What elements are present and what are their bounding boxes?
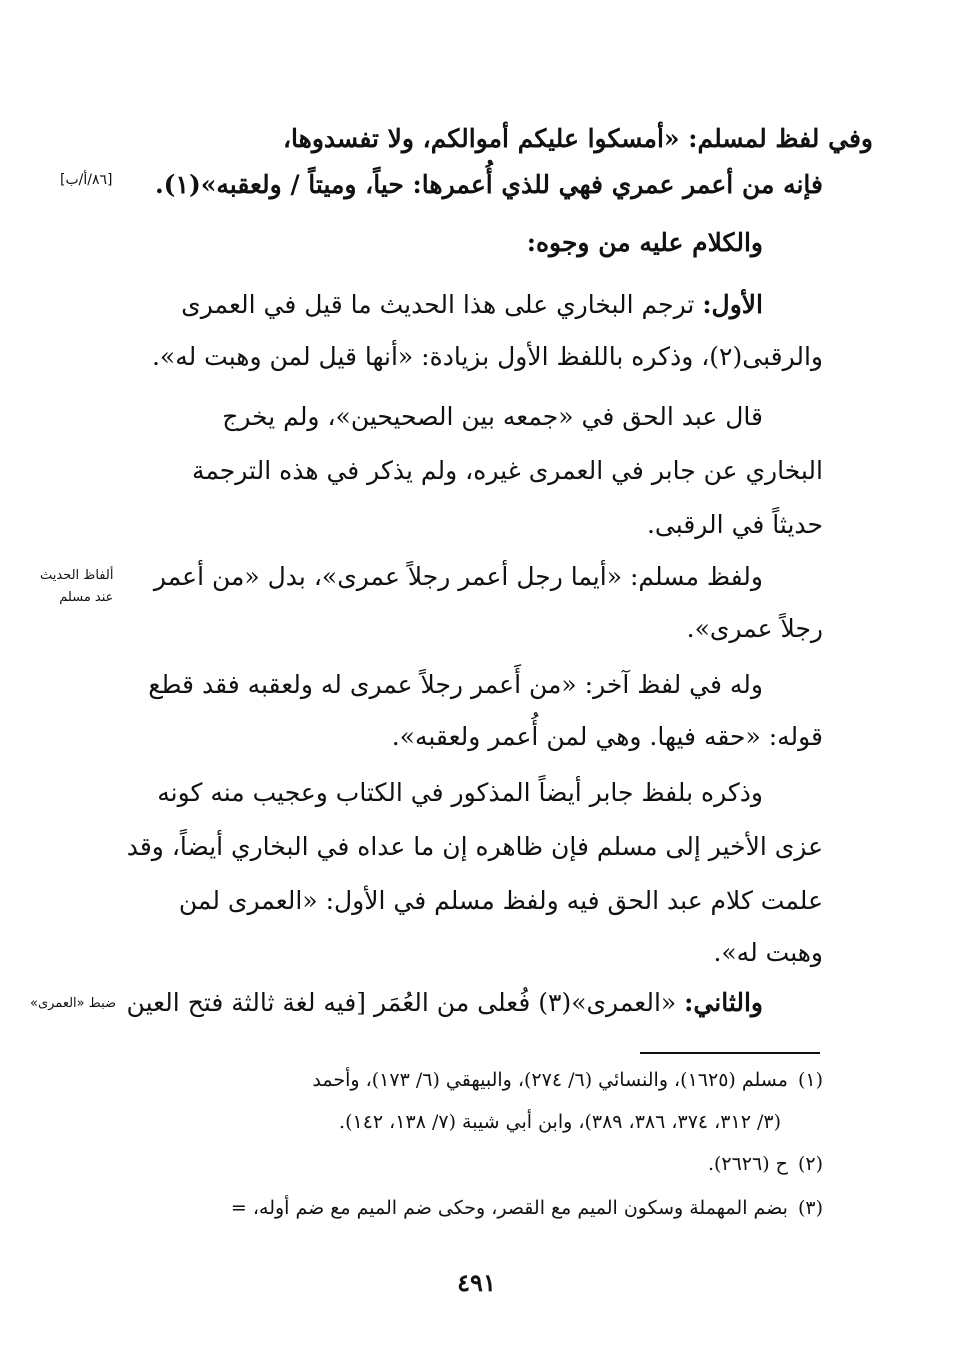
text-line: حديثاً في الرقبى. — [646, 510, 823, 539]
text-span: «العمرى»(٣) فُعلى من العُمَر [فيه لغة ثالثة فتح العين — [126, 988, 685, 1017]
text-line: وهبت له». — [713, 938, 823, 967]
margin-note-alfaz — [40, 568, 113, 606]
text-line: قوله: «حقه فيها. وهي لمن أُعمر ولعقبه». — [391, 722, 823, 751]
footnote-number: (٢) — [797, 1153, 823, 1175]
text-span: ترجم البخاري على هذا الحديث ما قيل في العمرى — [181, 290, 703, 319]
paragraph-2 — [263, 228, 763, 264]
paragraph-3 — [123, 290, 823, 380]
section-lead: والثاني: — [684, 988, 763, 1017]
text-line: وذكره بلفظ جابر أيضاً المذكور في الكتاب وعجيب منه كونه — [157, 778, 763, 807]
margin-note-line: ألفاظ الحديث — [40, 568, 114, 583]
text-line: قال عبد الحق في «جمعه بين الصحيحين»، ولم يخرج — [222, 402, 763, 431]
margin-note-dabt: ضبط «العمرى» — [30, 996, 117, 1011]
paragraph-4 — [123, 402, 823, 542]
text-line — [127, 988, 763, 1018]
text-line — [181, 290, 763, 320]
text-line: ولفظ مسلم: «أيما رجل أعمر رجلاً عمرى»، بدل «من أعمر — [153, 562, 763, 591]
text-line: فإنه من أعمر عمري فهي للذي أُعمرها: حياً، وميتاً / ولعقبه»(١). — [154, 170, 823, 199]
footnote-2 — [708, 1152, 823, 1176]
footnote-text: مسلم (١٦٢٥)، والنسائي (٦/ ٢٧٤)، والبيهقي (٦/ ١٧٣)، وأحمد — [312, 1069, 788, 1091]
paragraph-8 — [123, 988, 763, 1024]
footnote-3 — [231, 1196, 823, 1220]
margin-note-line: عند مسلم — [59, 590, 114, 605]
text-line: رجلاً عمرى». — [686, 614, 823, 643]
text-line: علمت كلام عبد الحق فيه ولفظ مسلم في الأول: «العمرى لمن — [178, 886, 823, 915]
footnote-text: ح (٢٦٢٦). — [707, 1153, 788, 1175]
paragraph-1 — [123, 124, 873, 204]
text-line: وله في لفظ آخر: «من أَعمر رجلاً عمرى له ولعقبه فقد قطع — [148, 670, 763, 699]
text-line: البخاري عن جابر في العمرى غيره، ولم يذكر في هذه الترجمة — [191, 456, 823, 485]
footnote-text: بضم المهملة وسكون الميم مع القصر، وحكى ضم الميم مع ضم أوله، = — [230, 1197, 788, 1219]
footnote-1 — [312, 1068, 823, 1092]
text-line: وفي لفظ لمسلم: «أمسكوا عليكم أموالكم، ولا تفسدوها، — [282, 124, 873, 153]
footnote-number: (٣) — [797, 1197, 823, 1219]
text-line: عزى الأخير إلى مسلم فإن ظاهره إن ما عداه في البخاري أيضاً، وقد — [126, 832, 823, 861]
footnote-number: (١) — [797, 1069, 823, 1091]
folio-reference: [٨٦/أ/ب] — [60, 172, 113, 188]
text-line: والرقبى(٢)، وذكره باللفظ الأول بزيادة: «أنها قيل لمن وهبت له». — [151, 342, 823, 371]
paragraph-6 — [123, 670, 823, 760]
paragraph-7 — [123, 778, 823, 978]
text-line: والكلام عليه من وجوه: — [526, 228, 763, 257]
paragraph-5 — [123, 562, 823, 652]
footnote-rule — [640, 1052, 820, 1054]
section-lead: الأول: — [702, 290, 763, 319]
page-number: ٤٩١ — [457, 1268, 496, 1297]
footnote-1-continued: (٣/ ٣١٢، ٣٧٤، ٣٨٦، ٣٨٩)، وابن أبي شيبة (٧/ ١٣٨، ١٤٢). — [339, 1111, 781, 1133]
